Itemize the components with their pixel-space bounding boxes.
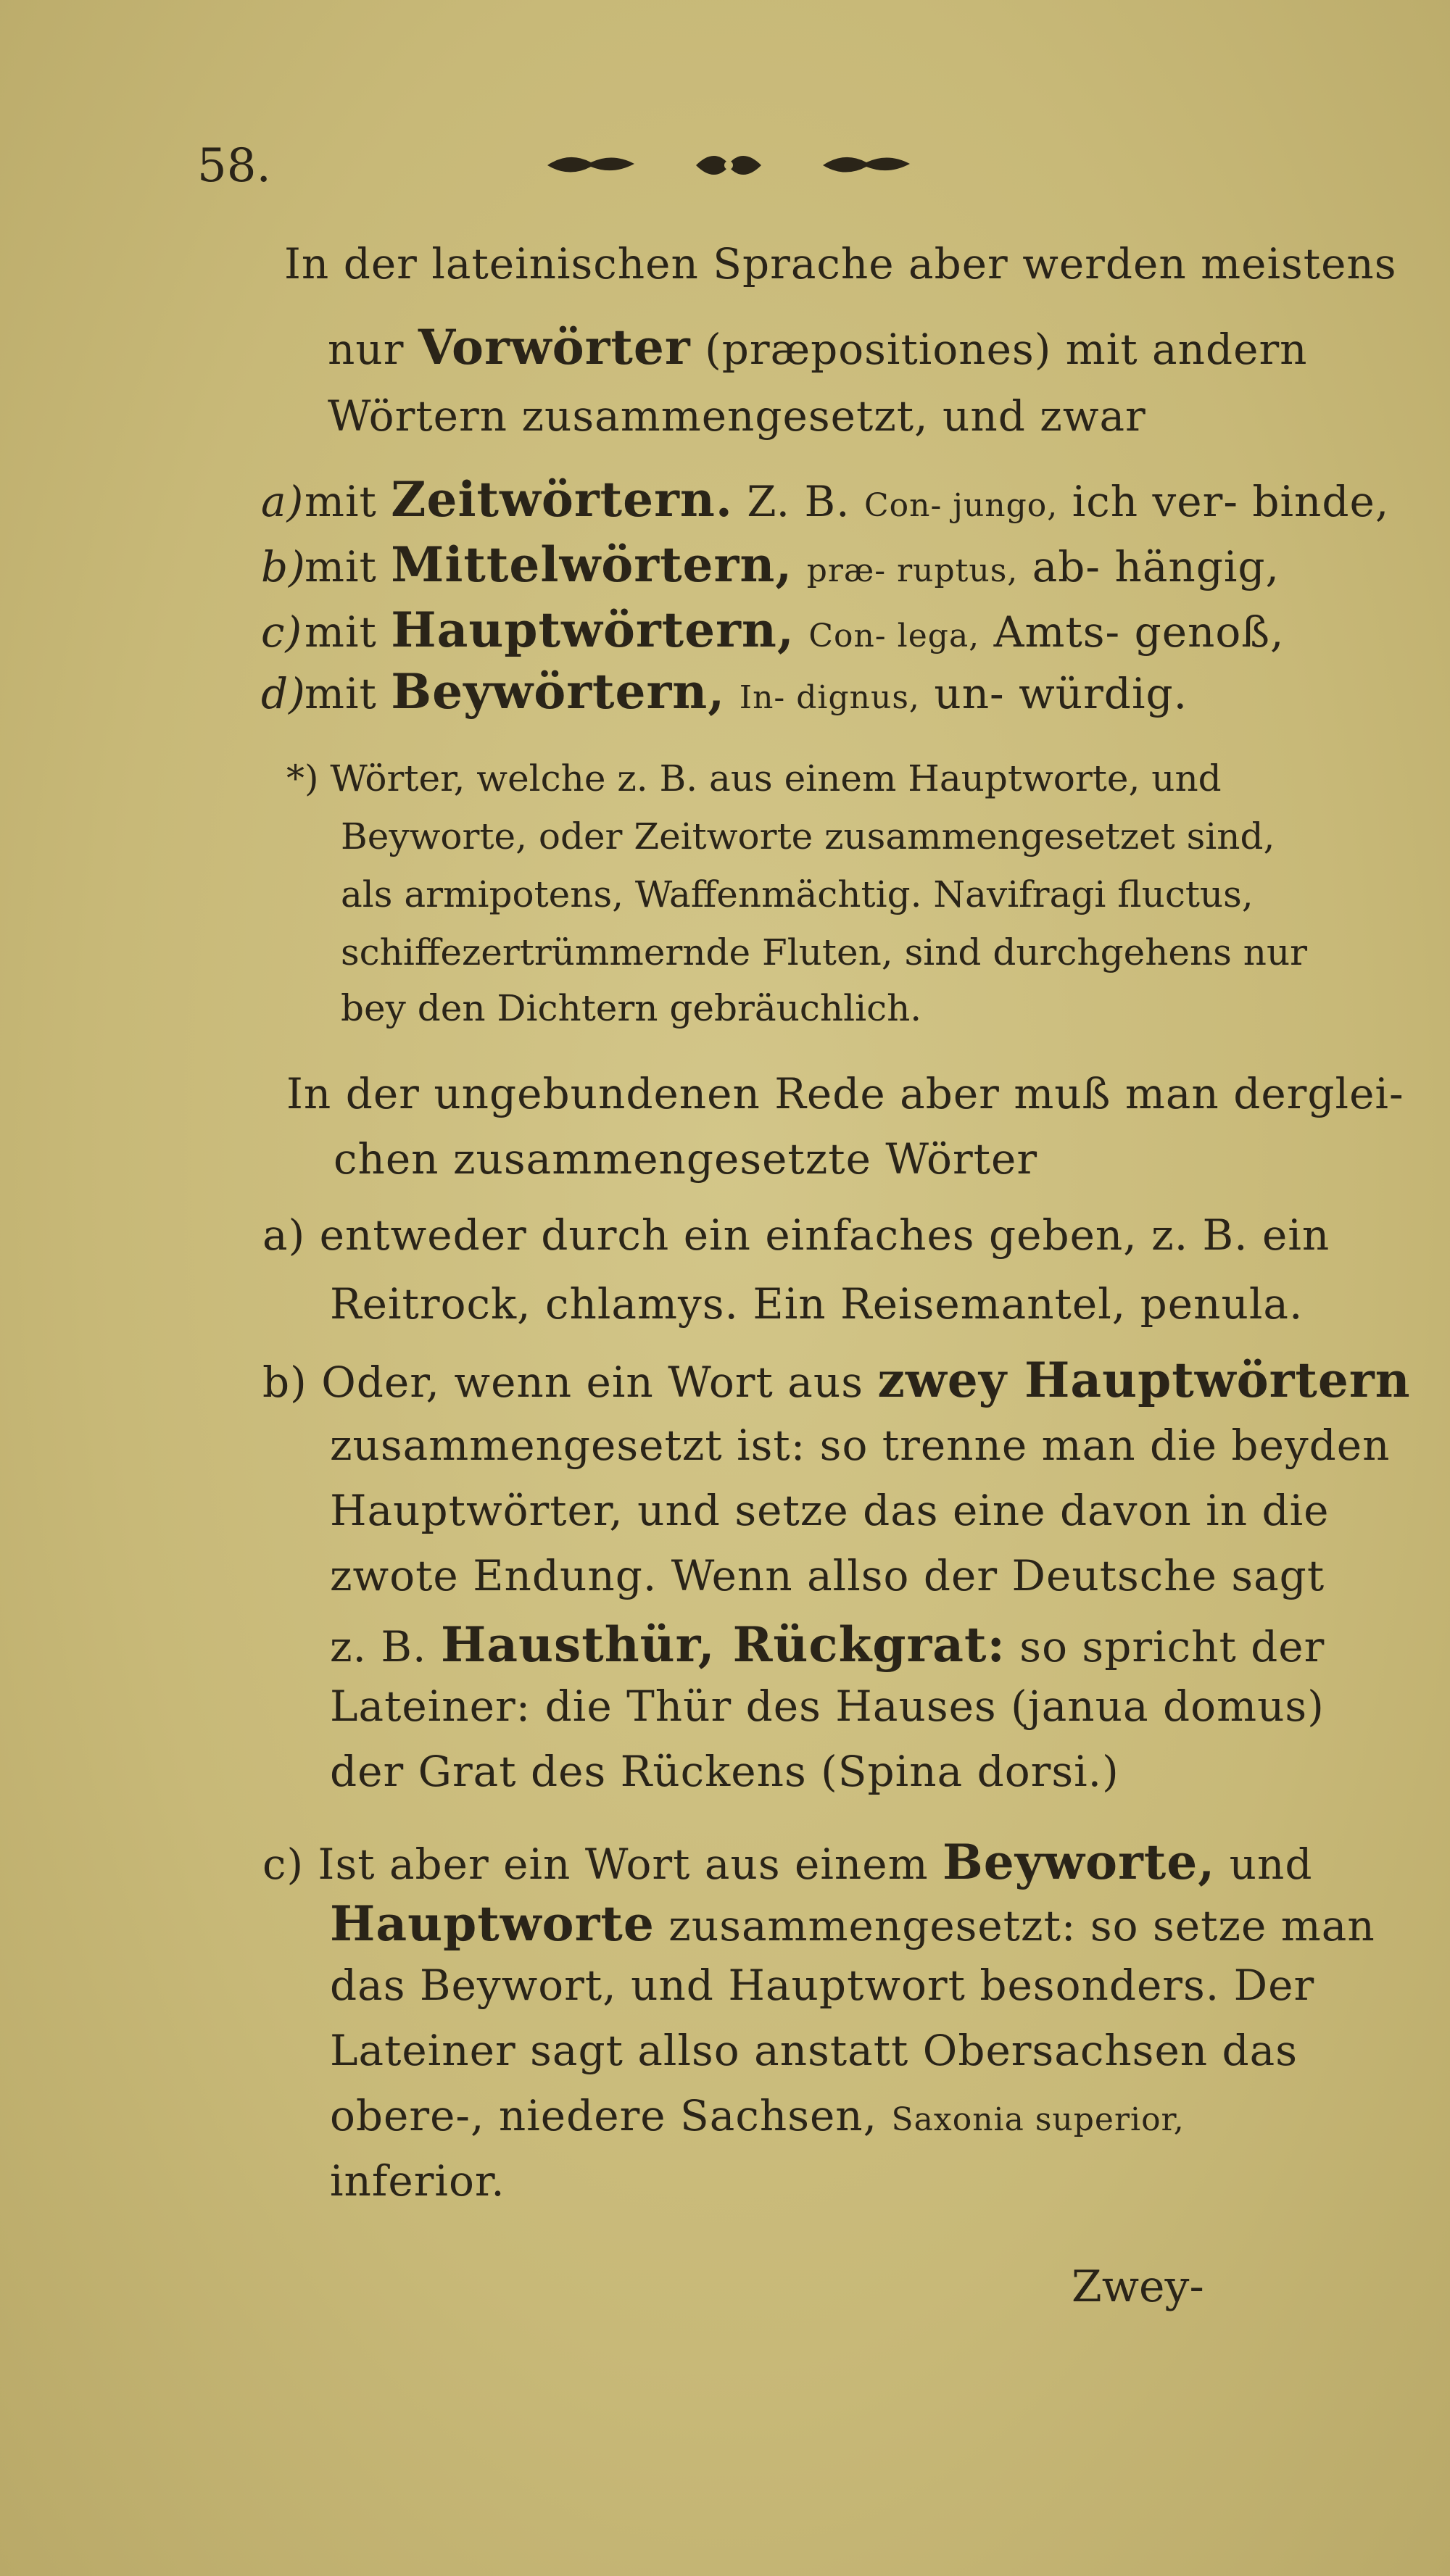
footnote-line-1: *) Wörter, welche z. B. aus einem Hauptworte, und xyxy=(286,757,1222,799)
paragraph-2-line-1: In der ungebundenen Rede aber muß man derglei- xyxy=(286,1069,1404,1118)
item-c-line-6: inferior. xyxy=(330,2156,505,2206)
item-b-line-2: zusammengesetzt ist: so trenne man die beyden xyxy=(330,1421,1391,1470)
page-number: 58. xyxy=(197,139,271,193)
footnote-line-2: Beyworte, oder Zeitworte zusammengesetzet sind, xyxy=(341,815,1275,857)
footnote-line-5: bey den Dichtern gebräuchlich. xyxy=(341,987,922,1029)
footnote-line-4: schiffezertrümmernde Fluten, sind durchgehens nur xyxy=(341,931,1308,973)
paragraph-1-line-1: In der lateinischen Sprache aber werden meistens xyxy=(284,239,1397,288)
paragraph-1-line-2: nur Vorwörter (præpositiones) mit andern xyxy=(328,319,1308,375)
item-b-line-3: Hauptwörter, und setze das eine davon in die xyxy=(330,1486,1330,1535)
item-c-line-1: c) Ist aber ein Wort aus einem Beyworte, und xyxy=(262,1834,1313,1890)
item-b-line-6: Lateiner: die Thür des Hauses (janua domus) xyxy=(330,1682,1325,1731)
list-item-c: c)mit Hauptwörtern, Con- lega, Amts- genoß, xyxy=(261,602,1285,658)
item-c-line-5: obere-, niedere Sachsen, Saxonia superior, xyxy=(330,2091,1185,2140)
item-c-line-2: Hauptworte zusammengesetzt: so setze man xyxy=(330,1895,1375,1952)
paragraph-1-line-3: Wörtern zusammengesetzt, und zwar xyxy=(328,391,1146,441)
item-a-line-2: Reitrock, chlamys. Ein Reisemantel, penula. xyxy=(330,1279,1304,1329)
paragraph-2-line-2: chen zusammengesetzte Wörter xyxy=(334,1134,1038,1184)
item-a-line-1: a) entweder durch ein einfaches geben, z. B. ein xyxy=(262,1210,1330,1260)
item-b-line-7: der Grat des Rückens (Spina dorsi.) xyxy=(330,1747,1119,1796)
list-item-b: b)mit Mittelwörtern, præ- ruptus, ab- hängig, xyxy=(261,536,1280,593)
list-item-d: d)mit Beywörtern, In- dignus, un- würdig. xyxy=(261,663,1188,720)
item-c-line-3: das Beywort, und Hauptwort besonders. Der xyxy=(330,1961,1315,2010)
ornament-headpiece xyxy=(540,144,917,187)
catchword: Zwey- xyxy=(1072,2261,1204,2312)
item-b-line-4: zwote Endung. Wenn allso der Deutsche sagt xyxy=(330,1551,1325,1600)
item-c-line-4: Lateiner sagt allso anstatt Obersachsen das xyxy=(330,2026,1298,2075)
footnote-line-3: als armipotens, Waffenmächtig. Navifragi fluctus, xyxy=(341,873,1254,915)
list-item-a: a)mit Zeitwörtern. Z. B. Con- jungo, ich ver- binde, xyxy=(261,471,1390,528)
item-b-line-5: z. B. Hausthür, Rückgrat: so spricht der xyxy=(330,1616,1325,1673)
item-b-line-1: b) Oder, wenn ein Wort aus zwey Hauptwörtern xyxy=(262,1352,1411,1408)
